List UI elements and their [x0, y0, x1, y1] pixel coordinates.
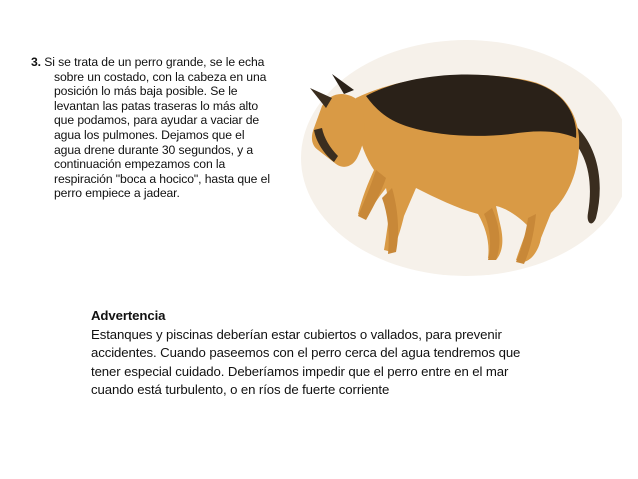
step-line: perro empiece a jadear.	[54, 186, 180, 201]
step-line: respiración "boca a hocico", hasta que el	[54, 171, 270, 186]
step-number: 3.	[31, 55, 41, 69]
warning-line: accidentes. Cuando paseemos con el perro cerca del agua tendremos que	[91, 345, 521, 361]
step-line: continuación empezamos con la	[54, 157, 226, 172]
warning-line: Estanques y piscinas deberían estar cubiertos o vallados, para prevenir	[91, 326, 502, 342]
step-line: agua drene durante 30 segundos, y a	[54, 142, 254, 157]
dog-illustration	[296, 38, 622, 278]
step-line: levantan las patas traseras lo más alto	[54, 98, 259, 113]
step-first-line-text: Si se trata de un perro grande, se le echa	[40, 55, 265, 69]
step-3-instructions	[31, 55, 316, 201]
warning-line: tener especial cuidado. Deberíamos impedir que el perro entre en el mar	[91, 363, 509, 379]
step-line: posición lo más baja posible. Se le	[54, 84, 238, 99]
warning-box	[91, 307, 611, 400]
warning-line: cuando está turbulento, o en ríos de fuerte corriente	[91, 382, 390, 398]
step-body	[31, 70, 316, 201]
step-line: que podamos, para ayudar a vaciar de	[54, 113, 260, 128]
warning-title: Advertencia	[91, 308, 166, 323]
step-line: agua los pulmones. Dejamos que el	[54, 127, 245, 142]
step-line: sobre un costado, con la cabeza en una	[54, 69, 267, 84]
step-first-line	[31, 55, 316, 70]
